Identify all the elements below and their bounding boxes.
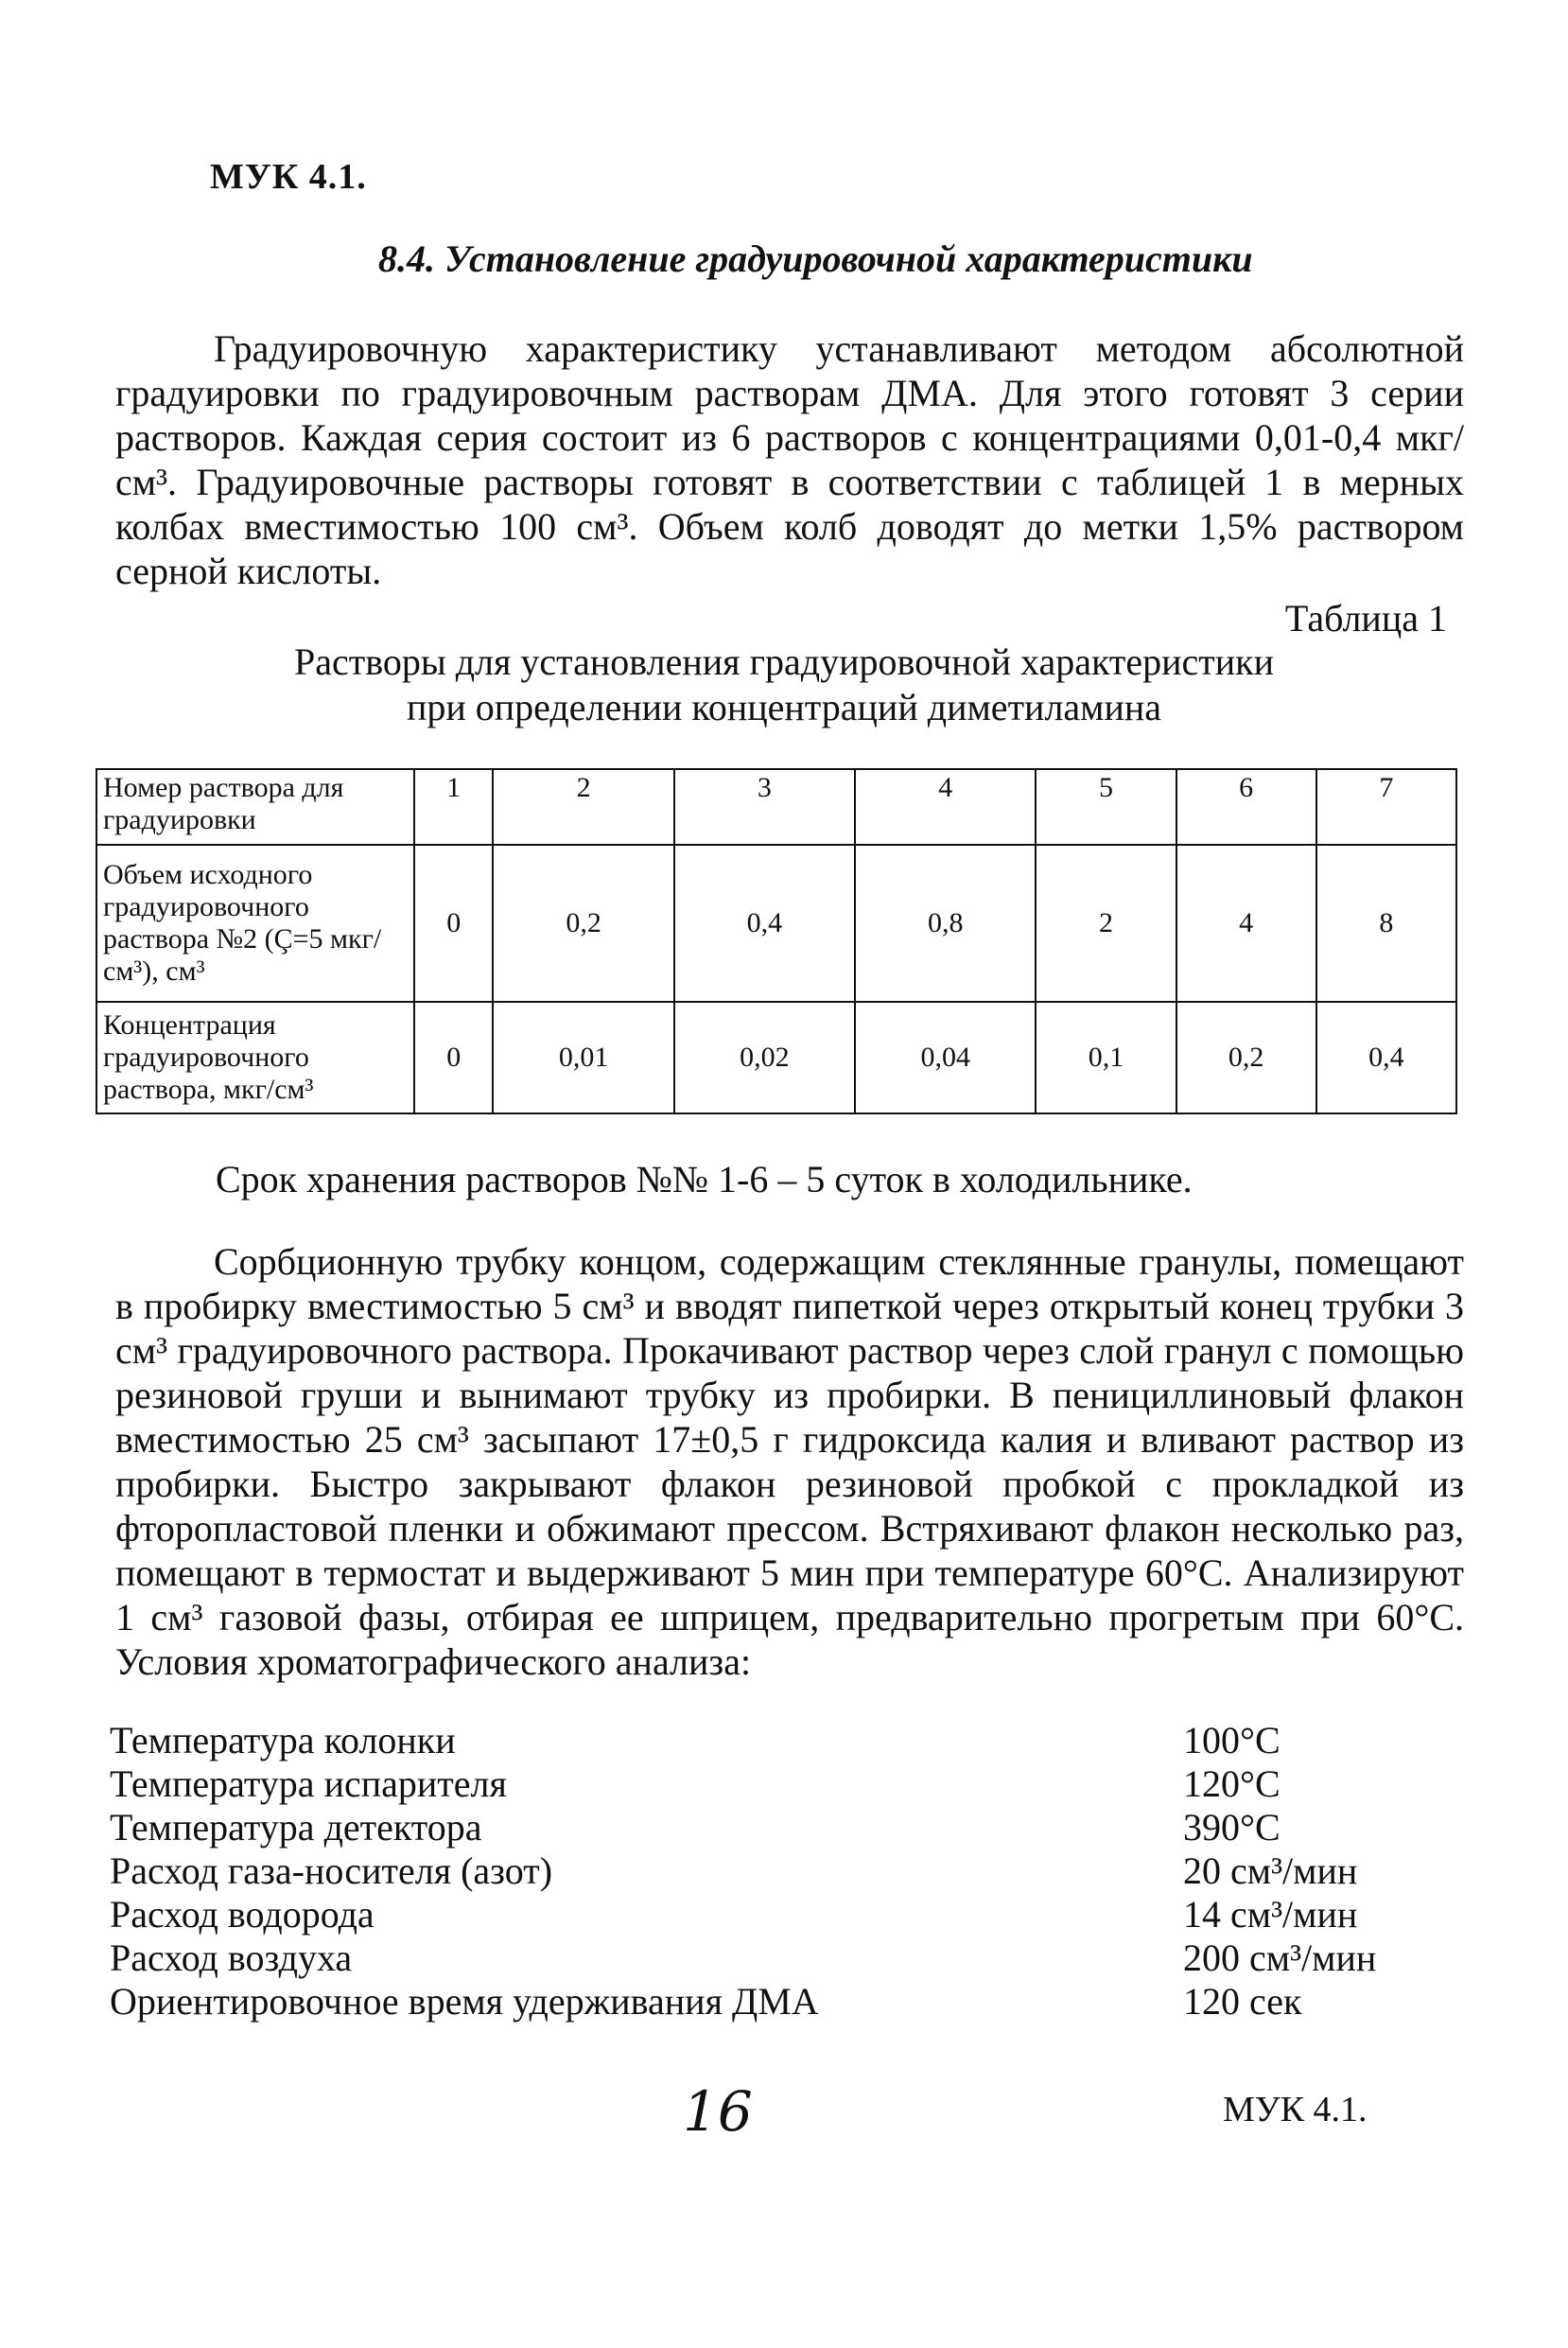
table-title-line-2: при определении концентраций диметиламина — [406, 686, 1162, 728]
table-cell: 0,02 — [674, 1002, 855, 1113]
table-cell: 8 — [1316, 845, 1456, 1002]
table-cell: 0,1 — [1036, 1002, 1176, 1113]
storage-note: Срок хранения растворов №№ 1-6 – 5 суток в холодильнике. — [216, 1158, 1193, 1200]
condition-name: Температура испарителя — [110, 1762, 507, 1805]
table-title-line-1: Растворы для установления градуировочной характеристики — [293, 640, 1275, 683]
condition-value: 200 см³/мин — [1183, 1936, 1377, 1979]
document-footer: МУК 4.1. — [1223, 2090, 1368, 2129]
row-label: Объем исходного градуировочного раствора №2 (Ç=5 мкг/см³), см³ — [96, 845, 414, 1002]
condition-row — [110, 1980, 1386, 2024]
page-number: 16 — [683, 2079, 753, 2144]
table-cell: 0,4 — [1316, 1002, 1456, 1113]
table-cell: 2 — [493, 769, 673, 845]
condition-value: 120°С — [1183, 1762, 1281, 1805]
table-row — [96, 845, 1456, 1002]
table-cell: 0,04 — [855, 1002, 1036, 1113]
table-cell: 5 — [1036, 769, 1176, 845]
condition-name: Расход газа-носителя (азот) — [110, 1849, 553, 1892]
document-header: МУК 4.1. — [210, 157, 367, 197]
condition-value: 390°С — [1183, 1806, 1281, 1849]
intro-paragraph — [115, 326, 1464, 593]
condition-name: Температура колонки — [110, 1719, 456, 1761]
analysis-conditions — [110, 1719, 1386, 2024]
condition-row — [110, 1849, 1386, 1893]
table-cell: 6 — [1176, 769, 1316, 845]
table-cell: 4 — [1176, 845, 1316, 1002]
solutions-table — [96, 768, 1457, 1114]
table-cell: 2 — [1036, 845, 1176, 1002]
row-label: Номер раствора для градуировки — [96, 769, 414, 845]
condition-value: 100°С — [1183, 1719, 1281, 1761]
condition-row — [110, 1806, 1386, 1849]
condition-name: Расход водорода — [110, 1893, 375, 1936]
table-cell: 7 — [1316, 769, 1456, 845]
table-title — [0, 640, 1568, 730]
condition-value: 20 см³/мин — [1183, 1849, 1358, 1892]
table-cell: 0 — [414, 1002, 493, 1113]
table-cell: 0,4 — [674, 845, 855, 1002]
table-cell: 4 — [855, 769, 1036, 845]
condition-row — [110, 1893, 1386, 1936]
row-label: Концентрация градуировочного раствора, мкг/см³ — [96, 1002, 414, 1113]
table-cell: 0,8 — [855, 845, 1036, 1002]
condition-name: Ориентировочное время удерживания ДМА — [110, 1980, 819, 2023]
procedure-paragraph — [115, 1239, 1464, 1684]
condition-value: 120 сек — [1183, 1980, 1302, 2023]
table-cell: 3 — [674, 769, 855, 845]
condition-row — [110, 1719, 1386, 1762]
table-caption: Таблица 1 — [1284, 597, 1447, 640]
table-cell: 0,2 — [1176, 1002, 1316, 1113]
table-row — [96, 1002, 1456, 1113]
condition-name: Расход воздуха — [110, 1936, 353, 1979]
procedure-paragraph-text: Сорбционную трубку концом, содержащим стеклянные гранулы, помещают в пробирку вместимостью 5 см³ и вводят пипеткой через открытый конец трубки 3 см³ градуировочного раствора. Прокачивают раствор через слой гранул с помощью резиновой груши и вынимают трубку из пробирки. В пенициллиновый флакон вместимостью 25 см³ засыпают 17±0,5 г гидроксида калия и вливают раствор из пробирки. Быстро закрывают флакон резиновой пробкой с прокладкой из фторопластовой пленки и обжимают прессом. Встряхивают флакон несколько раз, помещают в термостат и выдерживают 5 мин при температуре 60°С. Анализируют 1 см³ газовой фазы, отбирая ее шприцем, предварительно прогретым при 60°С. Условия хроматографического анализа: — [115, 1240, 1464, 1683]
table-cell: 0,01 — [493, 1002, 673, 1113]
table-cell: 1 — [414, 769, 493, 845]
condition-name: Температура детектора — [110, 1806, 482, 1849]
section-title: 8.4. Установление градуировочной характеристики — [378, 237, 1253, 280]
table-cell: 0 — [414, 845, 493, 1002]
table-row — [96, 769, 1456, 845]
intro-paragraph-text: Градуировочную характеристику устанавливают методом абсолютной градуировки по градуировочным растворам ДМА. Для этого готовят 3 серии растворов. Каждая серия состоит из 6 растворов с концентрациями 0,01-0,4 мкг/см³. Градуировочные растворы готовят в соответствии с таблицей 1 в мерных колбах вместимостью 100 см³. Объем колб доводят до метки 1,5% раствором серной кислоты. — [115, 327, 1464, 592]
condition-row — [110, 1762, 1386, 1806]
condition-row — [110, 1936, 1386, 1980]
condition-value: 14 см³/мин — [1183, 1893, 1358, 1936]
table-cell: 0,2 — [493, 845, 673, 1002]
